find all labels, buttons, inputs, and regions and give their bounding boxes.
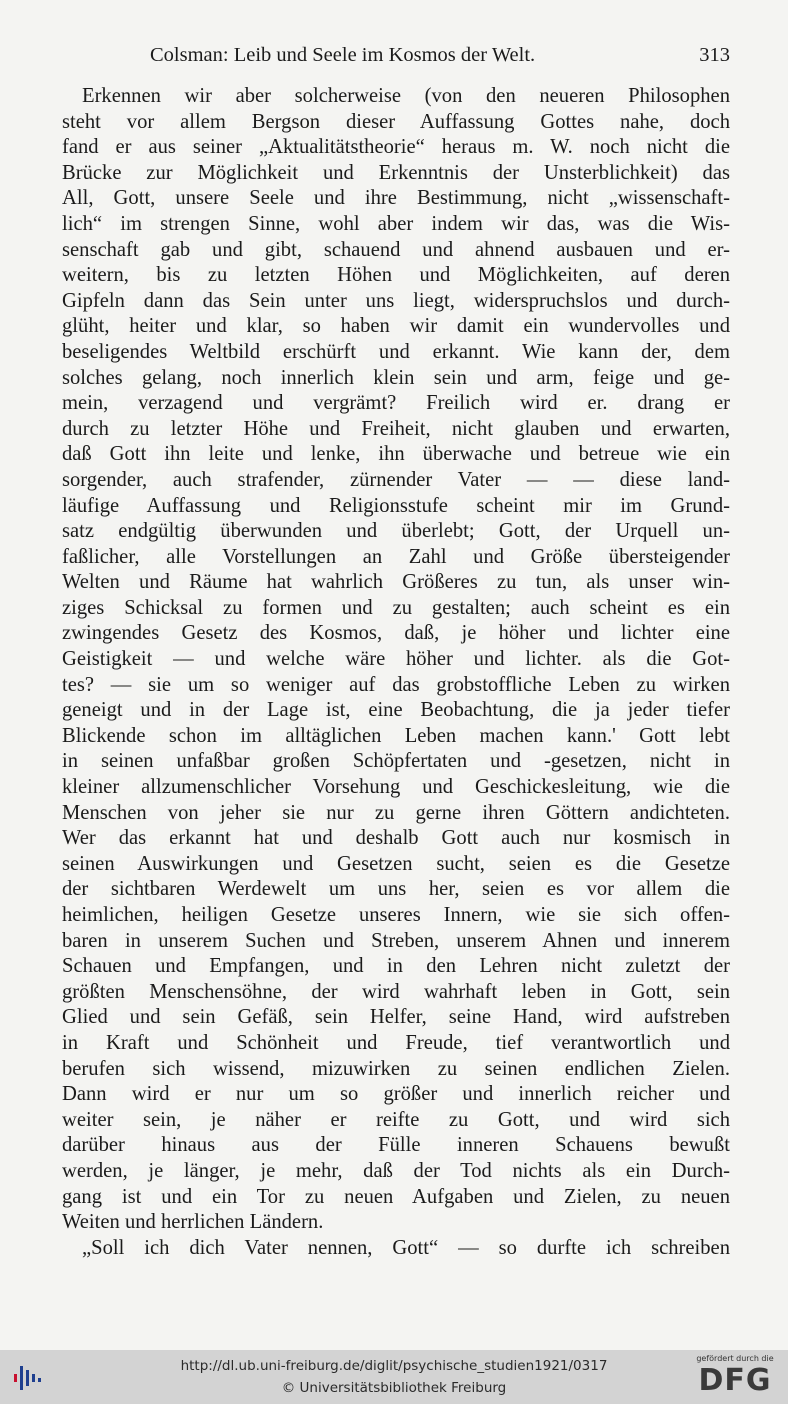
text-line: solches gelang, noch innerlich klein sein und arm, feige und ge-	[62, 366, 730, 389]
copyright-notice: © Universitätsbibliothek Freiburg	[281, 1380, 507, 1396]
text-line: Blickende schon im alltäglichen Leben machen kann.' Gott lebt	[62, 724, 730, 747]
text-line: Dann wird er nur um so größer und innerlich reicher und	[62, 1083, 730, 1106]
text-line: daß Gott ihn leite und lenke, ihn überwache und betreue wie ein	[62, 443, 730, 466]
text-line: werden, je länger, je mehr, daß der Tod nichts als ein Durch-	[62, 1159, 730, 1182]
text-line: sorgender, auch strafender, zürnender Vater — — diese land-	[62, 468, 730, 491]
text-line: Menschen von jeher sie nur zu gerne ihren Göttern andichteten.	[62, 801, 730, 824]
dfg-funding-note: gefördert durch die	[696, 1354, 774, 1363]
text-line: berufen sich wissend, mizuwirken zu seinen endlichen Zielen.	[62, 1057, 730, 1080]
text-line: gang ist und ein Tor zu neuen Aufgaben und Zielen, zu neuen	[62, 1185, 730, 1208]
text-line: darüber hinaus aus der Fülle inneren Schauens bewußt	[62, 1134, 730, 1157]
text-line: seinen Auswirkungen und Gesetzen sucht, seien es die Gesetze	[62, 852, 730, 875]
text-line: Glied und sein Gefäß, sein Helfer, seine Hand, wird aufstreben	[62, 1006, 730, 1029]
text-line: tes? — sie um so weniger auf das grobstoffliche Leben zu wirken	[62, 673, 730, 696]
text-line: heimlichen, heiligen Gesetze unseres Innern, wie sie sich offen-	[62, 904, 730, 926]
text-line: satz endgültig überwunden und überlebt; Gott, der Urquell un-	[62, 520, 730, 543]
text-line: Erkennen wir aber solcherweise (von den neueren Philosophen	[82, 85, 730, 107]
text-line: weitern, bis zu letzten Höhen und Möglichkeiten, auf deren	[62, 264, 730, 287]
text-line: Weiten und herrlichen Ländern.	[62, 1211, 324, 1234]
text-line: steht vor allem Bergson dieser Auffassung Gottes nahe, doch	[62, 110, 730, 133]
page-number: 313	[699, 44, 730, 66]
text-line: All, Gott, unsere Seele und ihre Bestimmung, nicht „wissenschaft-	[62, 187, 730, 210]
text-line: Gipfeln dann das Sein unter uns liegt, widerspruchslos und durch-	[62, 289, 730, 312]
text-line: größten Menschensöhne, der wird wahrhaft leben in Gott, sein	[62, 980, 730, 1003]
text-line: Schauen und Empfangen, und in den Lehren nicht zuletzt der	[62, 955, 730, 978]
text-line: in Kraft und Schönheit und Freude, tief verantwortlich und	[62, 1031, 730, 1054]
permalink-url[interactable]: http://dl.ub.uni-freiburg.de/diglit/psychische_studien1921/0317	[180, 1358, 608, 1374]
body-text	[62, 84, 730, 1261]
text-line: baren in unserem Suchen und Streben, unserem Ahnen und innerem	[62, 929, 730, 952]
text-line: läufige Auffassung und Religionsstufe scheint mir im Grund-	[62, 494, 730, 517]
viewer-footer	[0, 1350, 788, 1404]
text-line: Geistigkeit — und welche wäre höher und lichter. als die Got-	[62, 648, 730, 671]
text-line: lich“ im strengen Sinne, wohl aber indem wir das, was die Wis-	[62, 212, 730, 235]
text-line: Brücke zur Möglichkeit und Erkenntnis der Unsterblichkeit) das	[62, 161, 730, 184]
text-line: Wer das erkannt hat und deshalb Gott auch nur kosmisch in	[62, 827, 730, 850]
text-line: mein, verzagend und vergrämt? Freilich wird er. drang er	[62, 392, 730, 415]
dfg-logo-text: DFG	[698, 1363, 772, 1398]
text-line: beseligendes Weltbild erschürft und erkannt. Wie kann der, dem	[62, 340, 730, 363]
text-line: ziges Schicksal zu formen und zu gestalten; auch scheint es ein	[62, 596, 730, 619]
text-line: glüht, heiter und klar, so haben wir damit ein wundervolles und	[62, 315, 730, 338]
text-line: faßlicher, alle Vorstellungen an Zahl und Größe übersteigender	[62, 545, 730, 568]
text-line: geneigt und in der Lage ist, eine Beobachtung, die ja jeder tiefer	[62, 699, 730, 722]
text-line: kleiner allzumenschlicher Vorsehung und Geschickesleitung, wie die	[62, 776, 730, 799]
running-head-title: Colsman: Leib und Seele im Kosmos der Welt.	[150, 44, 536, 66]
running-head	[62, 44, 730, 70]
text-line: fand er aus seiner „Aktualitätstheorie“ heraus m. W. noch nicht die	[62, 136, 730, 159]
text-line: Welten und Räume hat wahrlich Größeres zu tun, als unser win-	[62, 571, 730, 594]
text-line: in seinen unfaßbar großen Schöpfertaten und -gesetzen, nicht in	[62, 750, 730, 773]
text-line: der sichtbaren Werdewelt um uns her, seien es vor allem die	[62, 878, 730, 901]
text-line: zwingendes Gesetz des Kosmos, daß, je höher und lichter eine	[62, 622, 730, 645]
text-line: weiter sein, je näher er reifte zu Gott, und wird sich	[62, 1108, 730, 1131]
text-line: „Soll ich dich Vater nennen, Gott“ — so durfte ich schreiben	[82, 1236, 730, 1259]
text-line: durch zu letzter Höhe und Freiheit, nicht glauben und erwarten,	[62, 417, 730, 440]
text-line: senschaft gab und gibt, schauend und ahnend ausbauen und er-	[62, 238, 730, 261]
dfg-logo	[692, 1354, 778, 1400]
